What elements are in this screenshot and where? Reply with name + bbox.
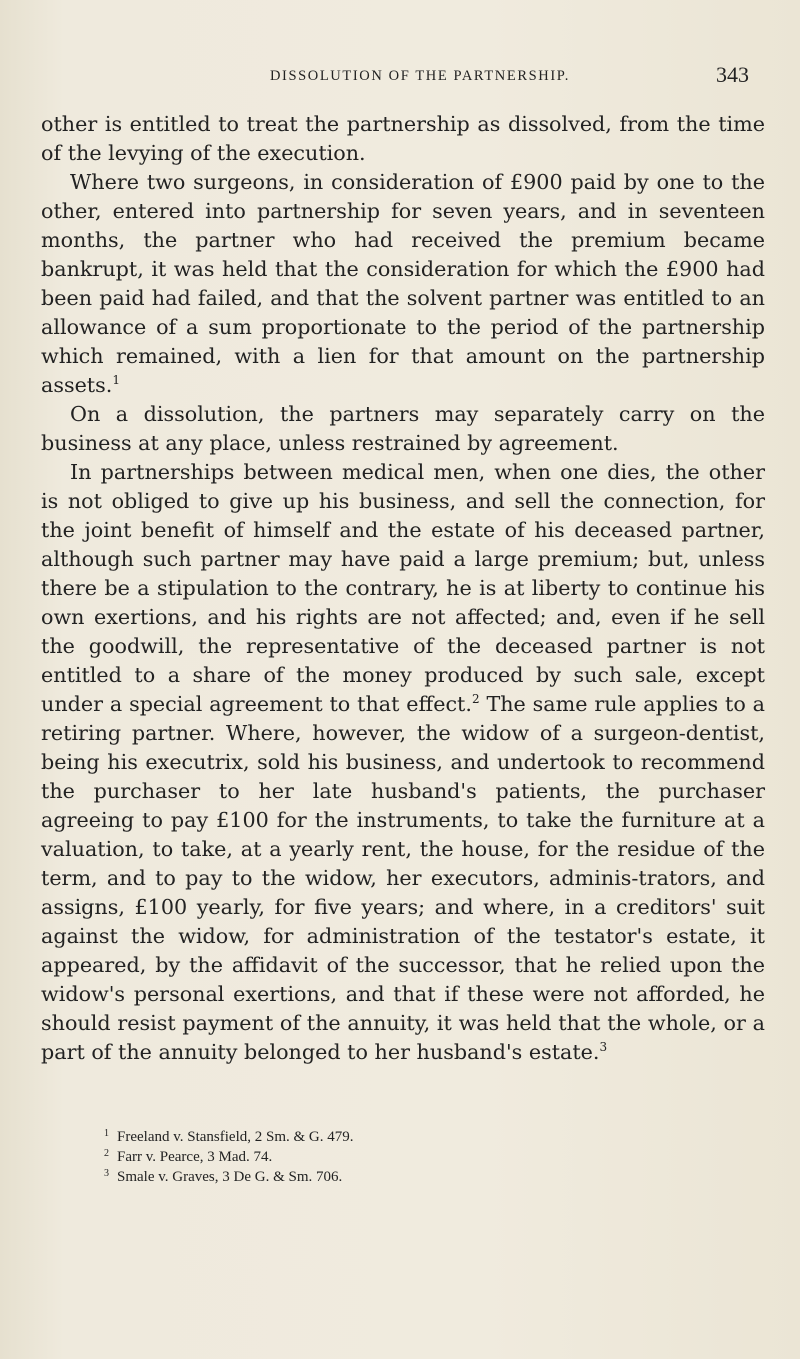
footnote-text: Farr v. Pearce, 3 Mad. 74. <box>117 1149 273 1165</box>
footnote-reference: 3 <box>599 1040 608 1054</box>
page-number: 343 <box>716 62 749 87</box>
running-title: DISSOLUTION OF THE PARTNERSHIP. <box>269 68 571 84</box>
footnote-text: Smale v. Graves, 3 De G. & Sm. 706. <box>117 1169 343 1185</box>
footnote-reference: 2 <box>471 692 480 706</box>
body-text <box>41 110 765 1067</box>
footnote-reference: 1 <box>112 373 120 387</box>
paragraph-surgeons-partnership <box>41 168 765 400</box>
footnote <box>104 1127 744 1147</box>
paragraph-text: other is entitled to treat the partnership as dissolved, from the time of the levying of the execution. <box>41 112 765 165</box>
footnote <box>104 1167 744 1187</box>
running-head <box>0 64 800 88</box>
footnote <box>104 1147 744 1167</box>
footnote-marker: 1 <box>104 1128 109 1139</box>
paragraph-dissolution <box>41 400 765 458</box>
footnote-marker: 2 <box>104 1148 109 1159</box>
paragraph-medical-partnerships <box>41 458 765 1067</box>
paragraph-text: In partnerships between medical men, when one dies, the other is not obliged to give up his business, and sell the connection, for the joint benefit of himself and the estate of his deceased partner, although such partner may have paid a large premium; but, unless there be a stipulation to the contrary, he is at liberty to continue his own exertions, and his rights are not affected; and, even if he sell the goodwill, the representative of the deceased partner is not entitled to a share of the money produced by such sale, except under a special agreement to that effect. <box>41 460 765 716</box>
paragraph-text: Where two surgeons, in consideration of £900 paid by one to the other, entered into partnership for seven years, and in seventeen months, the partner who had received the premium became bankrupt, it was held that the consideration for which the £900 had been paid had failed, and that the solvent partner was entitled to an allowance of a sum proportionate to the period of the partnership which remained, with a lien for that amount on the partnership assets. <box>41 170 765 397</box>
footnotes <box>104 1127 744 1187</box>
paragraph-text: On a dissolution, the partners may separately carry on the business at any place, unless restrained by agreement. <box>41 402 765 455</box>
paragraph-continued <box>41 110 765 168</box>
footnote-text: Freeland v. Stansfield, 2 Sm. & G. 479. <box>117 1129 354 1145</box>
paragraph-text-continued: The same rule applies to a retiring partner. Where, however, the widow of a surgeon-dentist, being his executrix, sold his business, and undertook to recommend the purchaser to her late husband's patients, the purchaser agreeing to pay £100 for the instruments, to take the furniture at a valuation, to take, at a yearly rent, the house, for the residue of the term, and to pay to the widow, her executors, adminis-trators, and assigns, £100 yearly, for five years; and where, in a creditors' suit against the widow, for administration of the testator's estate, it appeared, by the affidavit of the successor, that he relied upon the widow's personal exertions, and that if these were not afforded, he should resist payment of the annuity, it was held that the whole, or a part of the annuity belonged to her husband's estate. <box>41 692 765 1064</box>
footnote-marker: 3 <box>104 1168 109 1179</box>
